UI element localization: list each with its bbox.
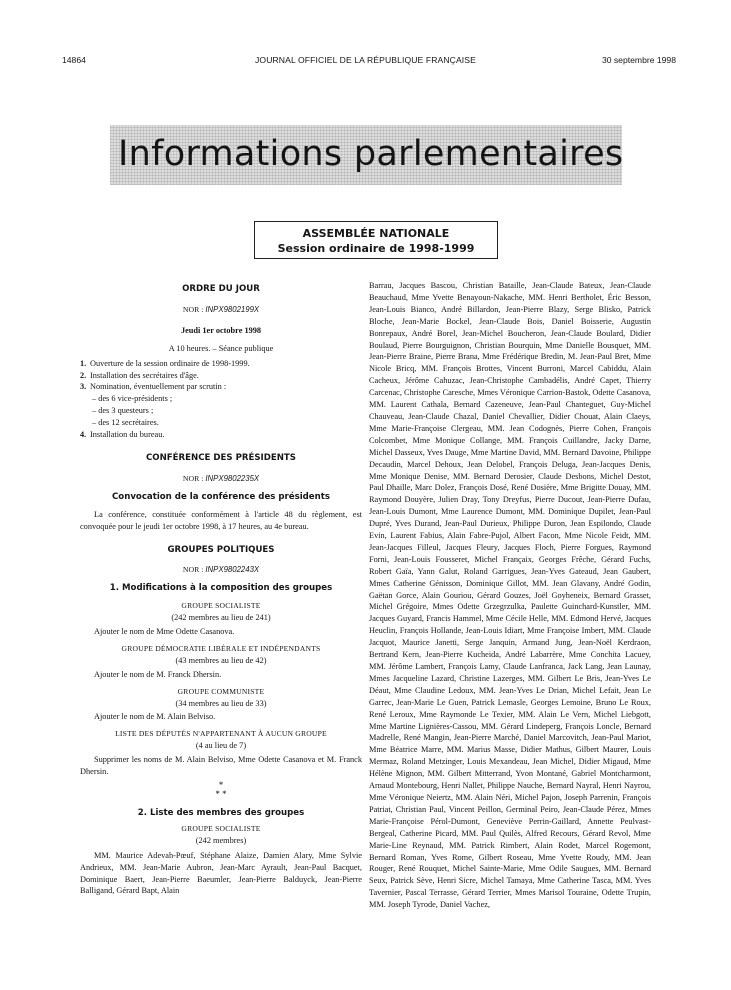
group-count: (34 membres au lieu de 33) — [175, 698, 267, 708]
agenda-subitem: – des 6 vice-présidents ; — [92, 394, 173, 404]
agenda-item: 1. Ouverture de la session ordinaire de 1998-1999. — [80, 358, 250, 368]
members-list-heading: 2. Liste des membres des groupes — [137, 808, 305, 818]
session-title: Session ordinaire de 1998-1999 — [277, 242, 475, 255]
group-name: GROUPE COMMUNISTE — [177, 686, 265, 696]
group-name: GROUPE SOCIALISTE — [181, 601, 261, 611]
group-name: LISTE DES DÉPUTÉS N'APPARTENANT À AUCUN GROUPE — [115, 729, 327, 739]
group-count: (4 au lieu de 7) — [195, 741, 247, 751]
group-count: (43 membres au lieu de 42) — [175, 655, 267, 665]
separator-stars-bottom: * * — [215, 789, 227, 799]
modifications-heading: 1. Modifications à la composition des groupes — [109, 583, 333, 594]
group-name: GROUPE SOCIALISTE — [181, 823, 261, 833]
nor-label: NOR : — [182, 304, 204, 314]
groupes-heading: GROUPES POLITIQUES — [167, 544, 275, 555]
agenda-item: 4. Installation du bureau. — [80, 430, 165, 440]
page-number: 14864 — [62, 55, 86, 65]
group-change: Ajouter le nom de M. Franck Dhersin. — [94, 669, 222, 679]
banner-title: Informations parlementaires — [118, 134, 624, 174]
assembly-name: ASSEMBLÉE NATIONALE — [302, 227, 450, 240]
conference-nor: NOR : INPX9802235X — [182, 473, 260, 483]
issue-date: 30 septembre 1998 — [601, 55, 676, 65]
group-change: Ajouter le nom de Mme Odette Casanova. — [94, 627, 235, 637]
page-header — [0, 55, 731, 69]
agenda-subitem: – des 12 secrétaires. — [92, 418, 159, 428]
members-list-start: MM. Maurice Adevah-Pœuf, Stéphane Alaize, Damien Alary, Mme Sylvie Andrieux, MM. Jean-Marie Aubron, Jean-Marc Ayrault, Jean-Paul Bacquet, Dominique Baert, Jean-Pierre Baeumler, Jean-Pierre Balduyck, Jean-Pierre Balligand, Gérard Bapt, Alain — [80, 850, 362, 896]
journal-title: JOURNAL OFFICIEL DE LA RÉPUBLIQUE FRANÇAISE — [255, 55, 476, 65]
separator-star-top: * — [218, 780, 224, 790]
conference-text: La conférence, constituée conformément à l'article 48 du règlement, est convoquée pour le jeudi 1er octobre 1998, à 17 heures, au 4e bureau. — [80, 509, 362, 531]
group-name: GROUPE DÉMOCRATIE LIBÉRALE ET INDÉPENDANTS — [121, 643, 321, 653]
ordre-time: A 10 heures. – Séance publique — [168, 343, 274, 353]
agenda-item: 2. Installation des secrétaires d'âge. — [80, 370, 199, 380]
ordre-date: Jeudi 1er octobre 1998 — [180, 325, 262, 335]
conference-heading: CONFÉRENCE DES PRÉSIDENTS — [145, 452, 296, 463]
group-change: Supprimer les noms de M. Alain Belviso, Mme Odette Casanova et M. Franck Dhersin. — [80, 755, 362, 777]
ordre-nor — [80, 304, 362, 316]
left-column — [80, 280, 362, 897]
right-column — [369, 280, 651, 911]
agenda-list — [80, 358, 362, 394]
nor-code: INPX9802199X — [205, 304, 260, 314]
assembly-box — [254, 221, 498, 259]
group-change: Ajouter le nom de M. Alain Belviso. — [94, 712, 216, 722]
members-list-continued: Barrau, Jacques Bascou, Christian Bataille, Jean-Claude Bateux, Jean-Claude Beauchaud, Mme Yvette Benayoun-Nakache, MM. Henri Bertholet, Éric Besson, Jean-Louis Bianco, André Billardon, Jean-Pierre Blazy, Serge Blisko, Patrick Bloche, Jean-Marie Bockel, Jean-Claude Bois, Daniel Boisserie, Augustin Bonrepaux, André Borel, Jean-Michel Boucheron, Jean-Claude Boulard, Didier Boulaud, Pierre Bourguignon, Christian Bourquin, Mme Danielle Bousquet, MM. Jean-Pierre Braine, Pierre Brana, Mme Frédérique Bredin, M. Jean-Paul Bret, Mme Nicole Bricq, MM. François Brottes, Vincent Burroni, Marcel Cabiddu, Alain Cacheux, Jérôme Cahuzac, Jean-Christophe Cambadélis, André Capet, Thierry Carcenac, Christophe Caresche, Mmes Véronique Carrion-Bastok, Odette Casanova, MM. Laurent Cathala, Bernard Cazeneuve, Jean-Paul Chanteguet, Guy-Michel Chauveau, Jean-Claude Chazal, Daniel Chevallier, Didier Chouat, Alain Claeys, Mme Marie-Françoise Clergeau, MM. Jean Codognès, Pierre Cohen, François Colcombet, Mme Monique Collange, MM. François Cuillandre, Jacky Darne, Michel Dasseux, Yves Dauge, Mme Martine David, MM. Bernard Davoine, Philippe Decaudin, Marcel Dehoux, Jean Delobel, François Deluga, Jean-Jacques Denis, Mme Monique Denise, MM. Bernard Derosier, Claude Desbons, Michel Destot, Paul Dhaille, Marc Dolez, François Dosé, René Dosière, Mme Brigitte Douay, MM. Raymond Douyère, Julien Dray, Tony Dreyfus, Pierre Ducout, Jean-Pierre Dufau, Jean-Louis Dumont, Mme Laurence Dumont, MM. Dominique Dupilet, Jean-Paul Dupré, Yves Durand, Jean-Paul Durieux, Philippe Duron, Jean Espilondo, Claude Evin, Laurent Fabius, Alain Fabre-Pujol, Albert Facon, Mme Nicole Feidt, MM. Jean-Jacques Filleul, Jacques Fleury, Jacques Floch, Pierre Forgues, Raymond Forni, Jean-Louis Fousseret, Michel Françaix, Georges Frêche, Gérard Fuchs, Robert Gaïa, Yann Galut, Roland Garrigues, Jean-Yves Gateaud, Jean Gaubert, Mmes Catherine Génisson, Dominique Gillot, MM. Jean Glavany, André Godin, Gaëtan Gorce, Alain Gouriou, Gérard Gouzes, Joël Goyheneix, Bernard Grasset, Michel Grégoire, Mmes Odette Grzegrzulka, Paulette Guinchard-Kunstler, MM. Jacques Guyard, Francis Hammel, Mme Cécile Helle, MM. Edmond Hervé, Jacques Heuclin, François Hollande, Jean-Louis Idiart, Mme Françoise Imbert, MM. Claude Jacquot, Maurice Janetti, Serge Janquin, Armand Jung, Jean-Noël Kerdraon, Bertrand Kern, Jean-Pierre Kucheida, André Labarrère, Mme Conchita Lacuey, MM. Jérôme Lambert, François Lamy, Claude Lanfranca, Jack Lang, Jean Launay, Mmes Jacqueline Lazard, Christine Lazerges, MM. Gilbert Le Bris, Jean-Yves Le Déaut, Mme Claudine Ledoux, MM. Jean-Yves Le Drian, Michel Lefait, Jean Le Garrec, Jean-Marie Le Guen, Patrick Lemasle, Georges Lemoine, Bruno Le Roux, René Leroux, Mme Raymonde Le Texier, MM. Alain Le Vern, Michel Liebgott, Mme Martine Lignières-Cassou, MM. Gérard Lindeperg, François Loncle, Bernard Madrelle, René Mangin, Jean-Pierre Marché, Daniel Marcovitch, Jean-Paul Mariot, Mme Béatrice Marre, MM. Marius Masse, Didier Mathus, Gilbert Maurer, Louis Mermaz, Roland Metzinger, Louis Mexandeau, Jean Michel, Didier Migaud, Mme Hélène Mignon, MM. Gilbert Mitterrand, Yvon Montané, Gabriel Montcharmont, Arnaud Montebourg, Henri Nallet, Philippe Nauche, Bernard Nayral, Henri Nayrou, Mme Véronique Neiertz, MM. Alain Néri, Michel Pajon, Joseph Parrenin, François Patriat, Christian Paul, Vincent Peillon, Germinal Peiro, Jean-Claude Pérez, Mmes Marie-Françoise Pérol-Dumont, Geneviève Perrin-Gaillard, Annette Peulvast-Bergeal, Catherine Picard, MM. Paul Quilès, Alfred Recours, Gérard Revol, Mme Marie-Line Reynaud, MM. Patrick Rimbert, Alain Rodet, Marcel Rogemont, Bernard Roman, Yves Rome, Gilbert Roseau, Mme Yvette Roudy, MM. Jean Rouger, René Rouquet, Michel Sainte-Marie, Mme Odile Saugues, MM. Bernard Seux, Patrick Sève, Henri Sicre, Michel Tamaya, Mme Catherine Tasca, MM. Yves Tavernier, Pascal Terrasse, Gérard Terrier, Mmes Marisol Touraine, Odette Trupin, MM. Joseph Tyrode, Daniel Vachez, — [369, 281, 651, 910]
conference-subheading: Convocation de la conférence des présidents — [112, 491, 330, 502]
agenda-item: 3. Nomination, éventuellement par scrutin : — [80, 382, 227, 392]
ordre-heading: ORDRE DU JOUR — [182, 284, 260, 294]
agenda-subitem: – des 3 questeurs ; — [92, 406, 154, 416]
group-count: (242 membres) — [195, 835, 247, 845]
groupes-nor: NOR : INPX9802243X — [182, 565, 260, 575]
group-count: (242 membres au lieu de 241) — [171, 613, 271, 623]
agenda-list-end — [80, 429, 362, 441]
